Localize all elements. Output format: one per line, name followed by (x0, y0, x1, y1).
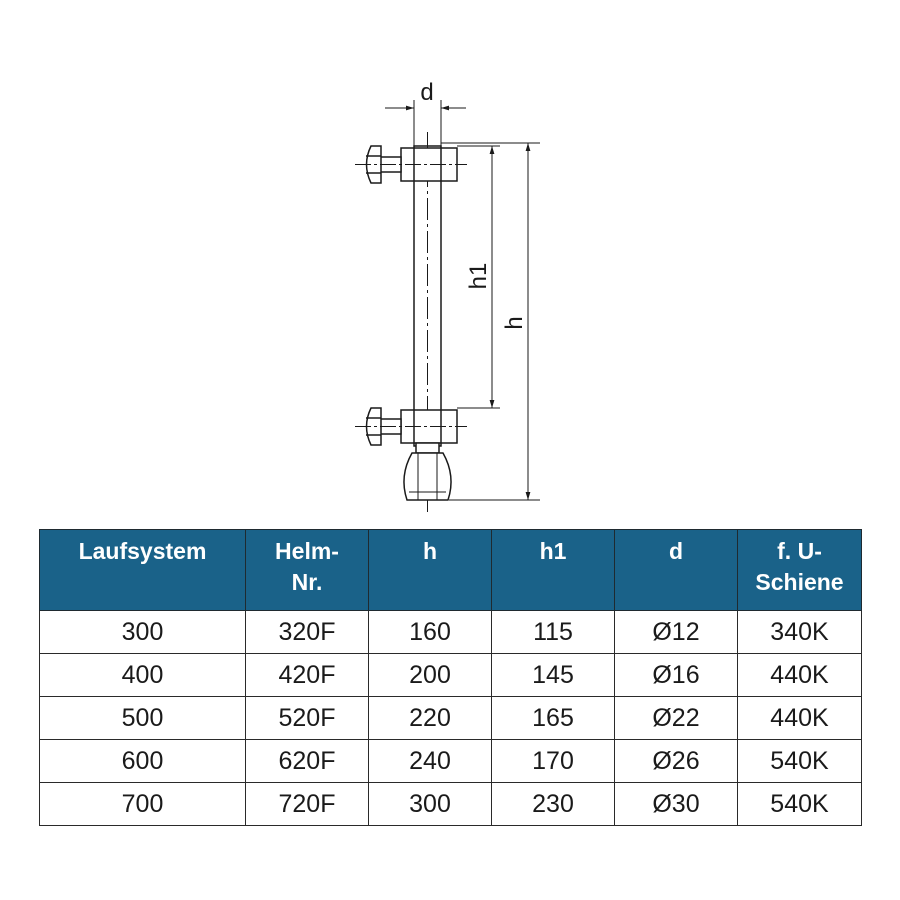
cell-d: Ø12 (615, 611, 738, 654)
cell-h1: 230 (492, 783, 615, 826)
cell-h1: 145 (492, 654, 615, 697)
table-row (40, 654, 862, 697)
spec-table-container (39, 529, 861, 826)
cell-d: Ø26 (615, 740, 738, 783)
label-h1: h1 (465, 262, 492, 290)
header-d: d (615, 530, 738, 611)
label-h: h (501, 316, 528, 330)
bottom-clamp (355, 408, 467, 445)
cell-laufsystem: 400 (40, 654, 246, 697)
cell-h1: 165 (492, 697, 615, 740)
cell-h: 240 (369, 740, 492, 783)
cell-laufsystem: 600 (40, 740, 246, 783)
header-helm-nr: Helm- Nr. (246, 530, 369, 611)
cell-h1: 115 (492, 611, 615, 654)
cell-d: Ø22 (615, 697, 738, 740)
cell-d: Ø16 (615, 654, 738, 697)
cell-u-schiene: 540K (738, 783, 862, 826)
cell-h: 300 (369, 783, 492, 826)
cell-u-schiene: 340K (738, 611, 862, 654)
header-h1: h1 (492, 530, 615, 611)
cell-laufsystem: 300 (40, 611, 246, 654)
header-laufsystem: Laufsystem (40, 530, 246, 611)
header-u-schiene: f. U- Schiene (738, 530, 862, 611)
table-row (40, 783, 862, 826)
table-header-row (40, 530, 862, 611)
cell-h: 160 (369, 611, 492, 654)
cell-u-schiene: 440K (738, 697, 862, 740)
cell-h: 200 (369, 654, 492, 697)
cell-helm-nr: 520F (246, 697, 369, 740)
cell-helm-nr: 720F (246, 783, 369, 826)
cell-u-schiene: 440K (738, 654, 862, 697)
cell-h: 220 (369, 697, 492, 740)
cell-laufsystem: 700 (40, 783, 246, 826)
cell-helm-nr: 320F (246, 611, 369, 654)
table-row (40, 740, 862, 783)
spec-table (39, 529, 862, 826)
cell-u-schiene: 540K (738, 740, 862, 783)
d-dimension (385, 100, 466, 146)
cell-helm-nr: 620F (246, 740, 369, 783)
roller (404, 443, 451, 500)
label-d: d (420, 79, 434, 106)
table-row (40, 611, 862, 654)
cell-d: Ø30 (615, 783, 738, 826)
table-row (40, 697, 862, 740)
cell-helm-nr: 420F (246, 654, 369, 697)
cell-h1: 170 (492, 740, 615, 783)
cell-laufsystem: 500 (40, 697, 246, 740)
header-h: h (369, 530, 492, 611)
top-clamp (355, 146, 467, 183)
